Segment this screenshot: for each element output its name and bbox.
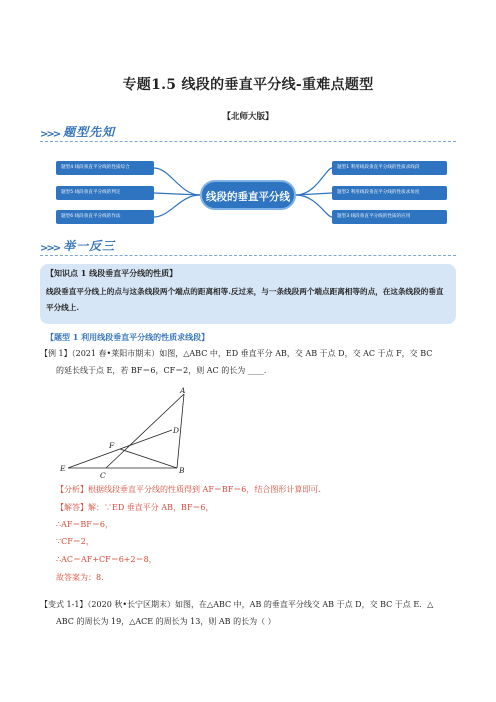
knowledge-title: 【知识点 1 线段垂直平分线的性质】 bbox=[46, 268, 178, 278]
mindmap-node-type1: 题型1 利用线段垂直平分线的性质求线段 bbox=[332, 161, 447, 175]
example-line-2: 的延长线于点 E，若 BF＝6，CF＝2，则 AC 的长为 ____. bbox=[56, 366, 267, 375]
mindmap-node-type6: 题型6 线段垂直平分线的作法 bbox=[56, 210, 154, 224]
banner-title: 题型先知 bbox=[63, 125, 116, 139]
solution-step-1: ∴AF＝BF＝6， bbox=[56, 520, 113, 529]
geometry-figure bbox=[56, 386, 196, 480]
solution-step-2: ∵CF＝2， bbox=[56, 537, 94, 546]
page-title: 专题1.5 线段的垂直平分线-重难点题型 bbox=[122, 77, 374, 93]
arrows-icon: >>> bbox=[40, 243, 60, 254]
arrows-icon: >>> bbox=[40, 129, 60, 140]
solution-step-3: ∴AC＝AF+CF＝6+2＝8， bbox=[56, 555, 157, 564]
example-line-1: 【例 1】（2021 春•莱阳市期末）如图，△ABC 中，ED 垂直平分 AB，交 AB 于点 D，交 AC 于点 F，交 BC bbox=[40, 349, 433, 358]
vertex-C: C bbox=[100, 471, 106, 480]
vertex-D: D bbox=[173, 426, 180, 435]
mindmap-node-type2: 题型2 利用线段垂直平分线的性质求角度 bbox=[332, 186, 447, 200]
type-heading: 【题型 1 利用线段垂直平分线的性质求线段】 bbox=[46, 332, 210, 342]
solution-text: 【解答】解：∵ED 垂直平分 AB，BF＝6， bbox=[56, 503, 214, 512]
vertex-A: A bbox=[180, 386, 186, 395]
edition-label: 【北师大版】 bbox=[222, 112, 274, 122]
variant-line-2: ABC 的周长为 19，△ACE 的周长为 13，则 AB 的长为（ ） bbox=[56, 617, 276, 626]
divider bbox=[40, 255, 456, 256]
section-banner-practice bbox=[40, 236, 115, 254]
answer-text: 故答案为：8. bbox=[56, 573, 104, 582]
variant-line-1: 【变式 1-1】（2020 秋•长宁区期末）如图，在△ABC 中，AB 的垂直平分线交 AB 于点 D，交 BC 于点 E．△ bbox=[40, 600, 434, 609]
mindmap-node-type5: 题型5 线段垂直平分线的判定 bbox=[56, 186, 154, 200]
vertex-E: E bbox=[60, 464, 66, 473]
banner-title: 举一反三 bbox=[63, 239, 116, 253]
analysis-text: 【分析】根据线段垂直平分线的性质得到 AF＝BF＝6，结合图形计算即可. bbox=[56, 485, 321, 494]
mindmap-node-type3: 题型3 线段垂直平分线的性质的应用 bbox=[332, 210, 447, 224]
knowledge-body: 线段垂直平分线上的点与这条线段两个端点的距离相等.反过来，与一条线段两个端点距离相等的点，在这条线段的垂直平分线上. bbox=[46, 287, 444, 312]
vertex-B: B bbox=[179, 466, 185, 475]
mindmap-node-type4: 题型4 线段垂直平分线的性质综合 bbox=[56, 161, 154, 175]
mindmap-center: 线段的垂直平分线 bbox=[200, 180, 296, 210]
vertex-F: F bbox=[109, 441, 115, 450]
